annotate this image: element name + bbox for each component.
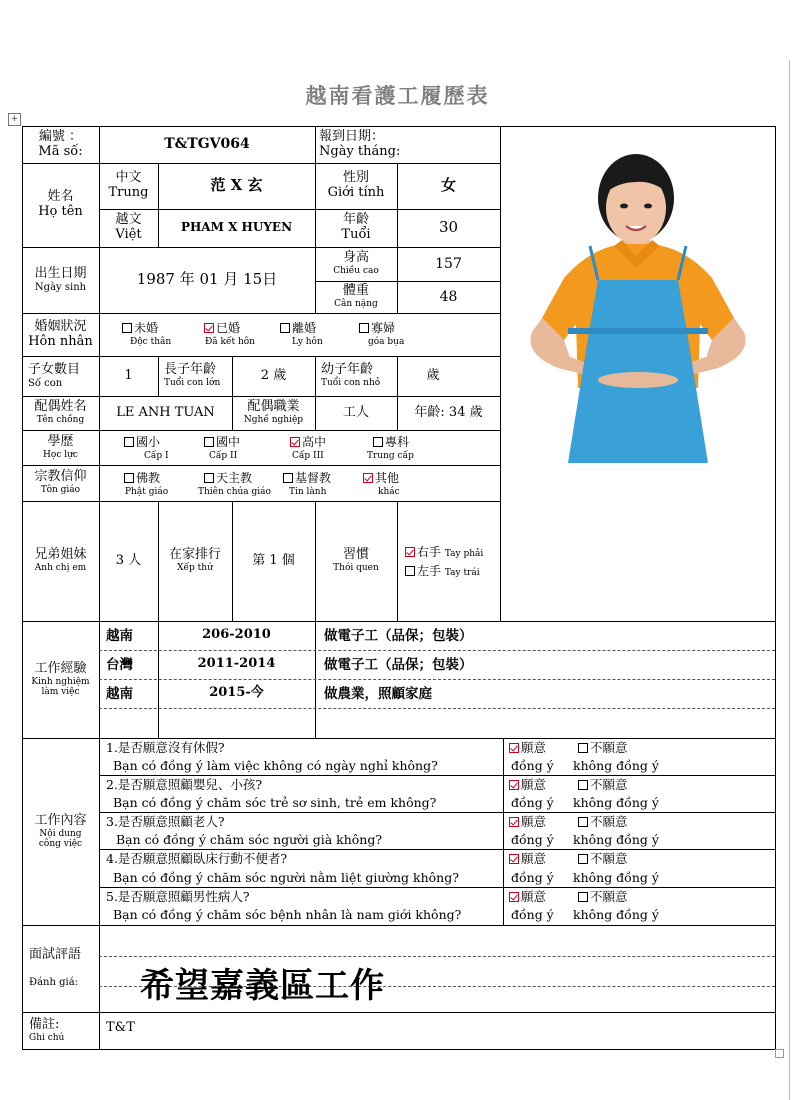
spouse-job: 工人: [342, 404, 369, 420]
duty-question-zh: 1.是否願意沒有休假?: [106, 740, 225, 755]
experience-country: 台灣: [106, 657, 133, 673]
experience-description: 做農業，照顧家庭: [324, 686, 432, 702]
evaluation-label: 面試評語 Đánh giá:: [29, 947, 82, 989]
spouse-age: 年齡: 34 歲: [414, 404, 483, 420]
duty-disagree-option[interactable]: 不願意: [578, 813, 628, 831]
duty-disagree-option[interactable]: 不願意: [578, 739, 628, 757]
duties-label: 工作內容 Nội dung công việc: [34, 812, 87, 849]
checkbox-checked-icon: [509, 854, 519, 864]
checkbox-icon: [578, 743, 588, 753]
code-label: 編號 ： Mã số:: [38, 128, 83, 159]
spouse-job-label: 配偶職業 Nghề nghiệp: [243, 399, 304, 426]
checkbox-icon: [204, 437, 214, 447]
spouse-name: LE ANH TUAN: [116, 404, 215, 420]
experience-country: 越南: [106, 686, 133, 702]
checkbox-icon: [204, 473, 214, 483]
checkbox-icon: [283, 473, 293, 483]
duty-agree-option[interactable]: 願意: [509, 850, 546, 868]
experience-period: [158, 708, 315, 738]
duty-disagree-label: không đồng ý: [573, 870, 659, 885]
habit-left-hand[interactable]: 左手 Tay trái: [405, 562, 480, 579]
report-date-label: 報到日期： Ngày tháng:: [319, 128, 401, 159]
birth-value: 1987 年 01 月 15日: [136, 270, 278, 289]
weight-value: 48: [439, 288, 458, 305]
habit-label: 習慣 Thói quen: [333, 547, 379, 574]
religion-label: 宗教信仰 Tôn giáo: [34, 469, 87, 496]
checkbox-checked-icon: [204, 323, 214, 333]
duty-disagree-label: không đồng ý: [573, 832, 659, 847]
duty-agree-option[interactable]: 願意: [509, 888, 546, 906]
gender-label: 性別 Giới tính: [327, 170, 385, 200]
remarks-value: T&T: [106, 1020, 135, 1035]
checkbox-icon: [405, 566, 415, 576]
education-label: 學歷 Học lực: [43, 433, 78, 460]
birth-label: 出生日期 Ngày sinh: [34, 265, 87, 293]
checkbox-checked-icon: [405, 547, 415, 557]
weight-label: 體重 Cân nặng: [334, 283, 378, 310]
code-value: T&TGV064: [164, 136, 250, 153]
checkbox-checked-icon: [509, 817, 519, 827]
checkbox-icon: [280, 323, 290, 333]
age-label: 年齡 Tuổi: [341, 212, 371, 242]
vietnamese-name-label: 越文 Việt: [115, 212, 142, 242]
table-move-handle-icon[interactable]: +: [8, 113, 21, 126]
duty-question-zh: 5.是否願意照顧男性病人?: [106, 889, 250, 904]
chinese-name-value: 范 X 玄: [210, 176, 263, 195]
duty-disagree-label: không đồng ý: [573, 758, 659, 773]
remarks-label: 備註: Ghi chú: [29, 1016, 65, 1043]
checkbox-icon: [578, 854, 588, 864]
experience-period: 2011-2014: [197, 656, 276, 672]
duty-agree-label: đồng ý: [511, 907, 554, 922]
applicant-photo: [502, 128, 774, 620]
checkbox-icon: [124, 473, 134, 483]
habit-right-hand[interactable]: 右手 Tay phải: [405, 543, 483, 560]
page-edge: [789, 60, 790, 1100]
experience-period: 2015-今: [209, 685, 264, 701]
checkbox-icon: [578, 780, 588, 790]
experience-description: 做電子工（品保；包裝）: [324, 628, 473, 644]
experience-description: 做電子工（品保；包裝）: [324, 657, 473, 673]
experience-label: 工作經驗 Kinh nghiệm làm việc: [31, 660, 90, 697]
checkbox-icon: [578, 892, 588, 902]
height-value: 157: [435, 255, 462, 272]
duty-disagree-option[interactable]: 不願意: [578, 776, 628, 794]
checkbox-icon: [578, 817, 588, 827]
marital-label: 婚姻狀況 Hôn nhân: [28, 318, 93, 349]
eldest-child-age: 2 歲: [260, 367, 287, 383]
vietnamese-name-value: PHAM X HUYEN: [180, 220, 293, 235]
evaluation-comment: 希望嘉義區工作: [140, 966, 385, 1006]
experience-country: 越南: [106, 628, 133, 644]
checkbox-icon: [122, 323, 132, 333]
duty-agree-option[interactable]: 願意: [509, 739, 546, 757]
children-count: 1: [124, 367, 133, 383]
duty-disagree-label: không đồng ý: [573, 907, 659, 922]
duty-question-vn: Bạn có đồng ý chăm sóc bệnh nhân là nam giới không?: [113, 907, 462, 922]
duty-question-vn: Bạn có đồng ý làm việc không có ngày nghỉ không?: [113, 758, 438, 773]
duty-disagree-option[interactable]: 不願意: [578, 888, 628, 906]
height-label: 身高 Chiều cao: [333, 250, 379, 277]
spouse-label: 配偶姓名 Tên chồng: [34, 399, 87, 426]
checkbox-icon: [373, 437, 383, 447]
checkbox-checked-icon: [290, 437, 300, 447]
page-title: 越南看護工履歷表: [305, 83, 490, 108]
sibling-rank-label: 在家排行 Xếp thứ: [168, 547, 221, 574]
siblings-label: 兄弟姐妹 Anh chị em: [34, 547, 87, 574]
duty-agree-label: đồng ý: [511, 832, 554, 847]
checkbox-icon: [359, 323, 369, 333]
duty-agree-label: đồng ý: [511, 758, 554, 773]
chinese-name-label: 中文 Trung: [108, 170, 149, 200]
duty-question-vn: Bạn có đồng ý chăm sóc trẻ sơ sinh, trẻ em không?: [113, 795, 437, 810]
checkbox-checked-icon: [509, 780, 519, 790]
duty-disagree-label: không đồng ý: [573, 795, 659, 810]
youngest-child-label: 幼子年齡 Tuổi con nhỏ: [321, 362, 381, 389]
eldest-child-label: 長子年齡 Tuổi con lớn: [164, 362, 221, 389]
duty-agree-option[interactable]: 願意: [509, 813, 546, 831]
duty-question-zh: 4.是否願意照顧臥床行動不便者?: [106, 851, 288, 866]
youngest-child-age: 歲: [426, 367, 440, 383]
siblings-count: 3 人: [115, 552, 142, 568]
age-value: 30: [438, 218, 459, 237]
name-label: 姓名 Họ tên: [38, 189, 83, 219]
table-resize-handle-icon[interactable]: [775, 1049, 784, 1058]
duty-question-zh: 3.是否願意照顧老人?: [106, 814, 225, 829]
duty-question-vn: Bạn có đồng ý chăm sóc người già không?: [116, 832, 383, 847]
experience-period: 206-2010: [202, 627, 271, 643]
checkbox-checked-icon: [509, 892, 519, 902]
sibling-rank: 第 1 個: [252, 552, 295, 568]
duty-question-zh: 2.是否願意照顧嬰兒、小孩?: [106, 777, 263, 792]
duty-agree-option[interactable]: 願意: [509, 776, 546, 794]
checkbox-checked-icon: [509, 743, 519, 753]
checkbox-checked-icon: [363, 473, 373, 483]
duty-agree-label: đồng ý: [511, 795, 554, 810]
checkbox-icon: [124, 437, 134, 447]
duty-disagree-option[interactable]: 不願意: [578, 850, 628, 868]
duty-question-vn: Bạn có đồng ý chăm sóc người nằm liệt giường không?: [113, 870, 459, 885]
gender-value: 女: [440, 176, 456, 195]
duty-agree-label: đồng ý: [511, 870, 554, 885]
children-label: 子女數目 Số con: [28, 361, 81, 389]
